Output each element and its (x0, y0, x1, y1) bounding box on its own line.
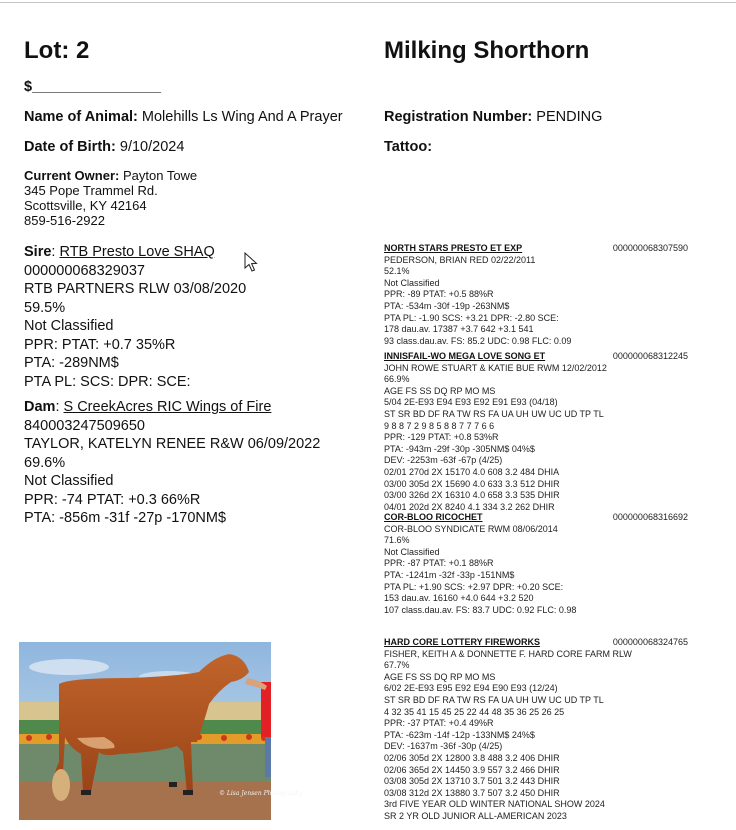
pedigree-line: 03/08 312d 2X 13880 3.7 507 3.2 450 DHIR (384, 787, 560, 798)
animal-name-row (24, 109, 343, 125)
sire-line: PTA PL: SCS: DPR: SCE: (24, 373, 191, 390)
pedigree-line: 3rd FIVE YEAR OLD WINTER NATIONAL SHOW 2024 (384, 799, 605, 810)
pedigree-animal-name[interactable]: NORTH STARS PRESTO ET EXP (384, 243, 523, 253)
pedigree-line: AGE FS SS DQ RP MO MS (384, 671, 496, 682)
sire-line: RTB PARTNERS RLW 03/08/2020 (24, 281, 247, 297)
dam-name-link[interactable]: S CreekAcres RIC Wings of Fire (63, 399, 272, 415)
pedigree-line: 67.7% (384, 660, 410, 671)
price-line: $________________ (24, 79, 162, 95)
sire-line: Not Classified (24, 318, 114, 334)
pedigree-line: PPR: -129 PTAT: +0.8 53%R (384, 432, 499, 443)
pedigree-line: 03/00 305d 2X 15690 4.0 633 3.3 512 DHIR (384, 478, 560, 489)
lot-heading (24, 37, 89, 65)
pedigree-line: 03/08 305d 2X 13710 3.7 501 3.2 443 DHIR (384, 776, 560, 787)
pedigree-line: 6/02 2E-E93 E95 E92 E94 E90 E93 (12/24) (384, 683, 558, 694)
sire-line: PPR: PTAT: +0.7 35%R (24, 336, 176, 353)
dob-value: 9/10/2024 (119, 139, 185, 155)
pedigree-line: AGE FS SS DQ RP MO MS (384, 385, 496, 396)
pedigree-line: FISHER, KEITH A & DONNETTE F. HARD CORE FARM RLW (384, 648, 632, 659)
pedigree-line: 52.1% (384, 266, 410, 277)
breed-heading: Milking Shorthorn (384, 37, 590, 64)
tattoo-row (384, 139, 432, 155)
dam-line: 69.6% (24, 454, 66, 471)
owner-address1: 345 Pope Trammel Rd. (24, 183, 158, 198)
photo-watermark: © Lisa Jensen Photography (219, 790, 303, 797)
pedigree-line: 04/01 202d 2X 8240 4.1 334 3.2 262 DHIR (384, 501, 555, 512)
pedigree-registration: 000000068312245 (612, 351, 688, 361)
animal-photo (19, 642, 303, 820)
pedigree-line: 5/04 2E-E93 E94 E93 E92 E91 E93 (04/18) (384, 397, 558, 408)
pedigree-entry (384, 243, 724, 347)
tattoo-label: Tattoo: (384, 139, 433, 155)
pedigree-line: SR 2 YR OLD JUNIOR ALL-AMERICAN 2023 (384, 810, 567, 821)
pedigree-line: PPR: -37 PTAT: +0.4 49%R (384, 718, 494, 729)
sire-label: Sire (24, 244, 52, 260)
pedigree-line: 02/01 270d 2X 15170 4.0 608 3.2 484 DHIA (384, 466, 560, 477)
pedigree-line: ST SR BD DF RA TW RS FA UA UH UW UC UD TP TL (384, 408, 604, 419)
dam-line: Not Classified (24, 473, 114, 489)
pedigree-line: PPR: -89 PTAT: +0.5 88%R (384, 289, 494, 300)
pedigree-line: Not Classified (384, 546, 440, 557)
registration-value: PENDING (536, 109, 603, 125)
dam-line: PPR: -74 PTAT: +0.3 66%R (24, 491, 201, 508)
lot-number: 2 (75, 37, 90, 64)
dam-line: 840003247509650 (24, 417, 145, 434)
pedigree-line: 93 class.dau.av. FS: 85.2 UDC: 0.98 FLC: 0.09 (384, 335, 572, 346)
lot-label: Lot: (24, 37, 70, 64)
sire-line: PTA: -289NM$ (24, 355, 119, 371)
dob-label: Date of Birth: (24, 139, 116, 155)
cow-image (19, 642, 303, 820)
owner-address2: Scottsville, KY 42164 (24, 198, 147, 213)
pedigree-animal-name[interactable]: COR-BLOO RICOCHET (384, 512, 483, 522)
pedigree-entry (384, 512, 724, 616)
pedigree-entry (384, 637, 724, 823)
pedigree-registration: 000000068324765 (612, 637, 688, 647)
dam-line: TAYLOR, KATELYN RENEE R&W 06/09/2022 (24, 436, 321, 452)
animal-name-label: Name of Animal: (24, 109, 138, 125)
pedigree-registration: 000000068307590 (612, 243, 688, 253)
pedigree-line: 4 32 35 41 15 45 25 22 44 48 35 36 25 26 25 (384, 706, 565, 717)
owner-name: Payton Towe (122, 168, 198, 183)
pedigree-line: DEV: -1637m -36f -30p (4/25) (384, 741, 503, 752)
registration-label: Registration Number: (384, 109, 533, 125)
pedigree-animal-name[interactable]: HARD CORE LOTTERY FIREWORKS (384, 637, 541, 647)
sire-line: 000000068329037 (24, 262, 145, 279)
pedigree-registration: 000000068316692 (612, 512, 688, 522)
pedigree-line: 02/06 365d 2X 14450 3.9 557 3.2 466 DHIR (384, 764, 560, 775)
dob-row (24, 139, 184, 155)
page-top-border (0, 2, 736, 3)
pedigree-line: 107 class.dau.av. FS: 83.7 UDC: 0.92 FLC: 0.98 (384, 604, 577, 615)
animal-name: Molehills Ls Wing And A Prayer (141, 109, 343, 125)
pedigree-line: PTA: -534m -30f -19p -263NM$ (384, 300, 510, 311)
owner-block (24, 168, 197, 228)
owner-label: Current Owner: (24, 168, 120, 183)
mouse-cursor-icon (244, 252, 260, 274)
pedigree-line: PPR: -87 PTAT: +0.1 88%R (384, 558, 494, 569)
sire-line: 59.5% (24, 299, 66, 316)
registration-row (384, 109, 602, 125)
pedigree-line: JOHN ROWE STUART & KATIE BUE RWM 12/02/2012 (384, 362, 607, 373)
pedigree-line: COR-BLOO SYNDICATE RWM 08/06/2014 (384, 523, 558, 534)
pedigree-line: PTA PL: +1.90 SCS: +2.97 DPR: +0.20 SCE: (384, 581, 564, 592)
dam-block: Dam: S CreekAcres RIC Wings of Fire 840003247509650 TAYLOR, KATELYN RENEE R&W 06/09/2022 69.6% Not Classified PPR: -74 PTAT: +0.3 66%R PTA: -856m -31f -27p -170NM$ (24, 399, 321, 526)
pedigree-line: 02/06 305d 2X 12800 3.8 488 3.2 406 DHIR (384, 752, 560, 763)
pedigree-line: 9 8 8 7 2 9 8 5 8 8 7 7 7 6 6 (384, 420, 495, 431)
pedigree-line: PTA: -943m -29f -30p -305NM$ 04%$ (384, 443, 535, 454)
sire-name-link[interactable]: RTB Presto Love SHAQ (59, 244, 215, 260)
pedigree-line: PTA: -623m -14f -12p -133NM$ 24%$ (384, 729, 535, 740)
pedigree-line: Not Classified (384, 277, 440, 288)
pedigree-line: PTA: -1241m -32f -33p -151NM$ (384, 569, 515, 580)
owner-phone: 859-516-2922 (24, 213, 105, 228)
pedigree-line: PTA PL: -1.90 SCS: +3.21 DPR: -2.80 SCE: (384, 312, 559, 323)
pedigree-line: ST SR BD DF RA TW RS FA UA UH UW UC UD TP TL (384, 694, 604, 705)
pedigree-line: 66.9% (384, 374, 410, 385)
pedigree-line: 03/00 326d 2X 16310 4.0 658 3.3 535 DHIR (384, 490, 560, 501)
pedigree-line: 153 dau.av. 16160 +4.0 644 +3.2 520 (384, 593, 534, 604)
dam-line: PTA: -856m -31f -27p -170NM$ (24, 510, 227, 526)
pedigree-animal-name[interactable]: INNISFAIL-WO MEGA LOVE SONG ET (384, 351, 546, 361)
pedigree-line: DEV: -2253m -63f -67p (4/25) (384, 455, 503, 466)
pedigree-entry (384, 351, 724, 513)
sire-block: Sire: RTB Presto Love SHAQ 000000068329037 RTB PARTNERS RLW 03/08/2020 59.5% Not Classified PPR: PTAT: +0.7 35%R PTA: -289NM$ PTA PL: SCS: DPR: SCE: (24, 244, 247, 390)
dam-label: Dam (24, 399, 56, 415)
pedigree-line: 178 dau.av. 17387 +3.7 642 +3.1 541 (384, 324, 534, 335)
pedigree-line: 71.6% (384, 535, 410, 546)
pedigree-line: PEDERSON, BRIAN RED 02/22/2011 (384, 254, 536, 265)
